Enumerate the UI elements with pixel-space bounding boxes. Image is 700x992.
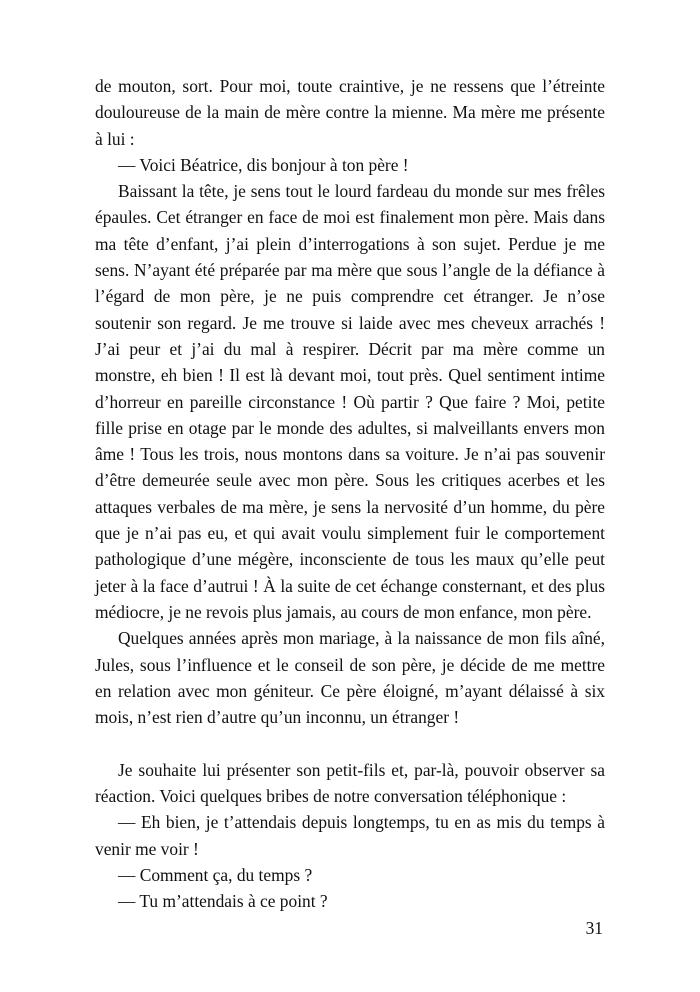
dialogue-line: — Eh bien, je t’attendais depuis longtemps, tu en as mis du temps à venir me voir ! [95,812,605,859]
paragraph-continuation: de mouton, sort. Pour moi, toute craintive, je ne ressens que l’étreinte douloureuse de la main de mère contre la mienne. Ma mère me présente à lui : [95,76,605,149]
body-text [95,73,605,915]
paragraph-gap [95,730,605,756]
paragraph: Je souhaite lui présenter son petit-fils et, par-là, pouvoir observer sa réaction. Voici quelques bribes de notre conversation téléphonique : [95,759,605,807]
paragraph: Baissant la tête, je sens tout le lourd fardeau du monde sur mes frêles épaules. Cet étranger en face de moi est finalement mon père. Mais dans ma tête d’enfant, j’ai plein d’interrogations à son sujet. Perdue je me sens. N’ayant été préparée par ma mère que sous l’angle de la défiance à l’égard de mon père, je ne puis comprendre cet étranger. Je n’ose soutenir son regard. Je me trouve si laide avec mes cheveux arrachés ! J’ai peur et j’ai du mal à respirer. Décrit par ma mère comme un monstre, eh bien ! Il est là devant moi, tout près. Quel sentiment intime d’horreur en pareille circonstance ! Où partir ? Que faire ? Moi, petite fille prise en otage par le monde des adultes, si malveillants envers mon âme ! Tous les trois, nous montons dans sa voiture. Je n’ai pas souvenir d’être demeurée seule avec mon père. Sous les critiques acerbes et les attaques verbales de ma mère, je sens la nervosité d’un homme, du père que je n’ai pas eu, et qui avait voulu simplement fuir le comportement pathologique d’une mégère, inconsciente de tous les maux qu’elle peut jeter à la face d’autrui ! À la suite de cet échange consternant, et des plus médiocre, je ne revois plus jamais, au cours de mon enfance, mon père. [95,181,605,622]
dialogue-line: — Tu m’attendais à ce point ? [118,891,328,912]
paragraph: Quelques années après mon mariage, à la naissance de mon fils aîné, Jules, sous l’influence et le conseil de son père, je décide de me mettre en relation avec mon géniteur. Ce père éloigné, m’ayant délaissé à six mois, n’est rien d’autre qu’un inconnu, un étranger ! [95,628,605,728]
page-number: 31 [585,918,603,938]
dialogue-line: — Voici Béatrice, dis bonjour à ton père ! [118,154,409,175]
dialogue-line: — Comment ça, du temps ? [118,864,313,885]
